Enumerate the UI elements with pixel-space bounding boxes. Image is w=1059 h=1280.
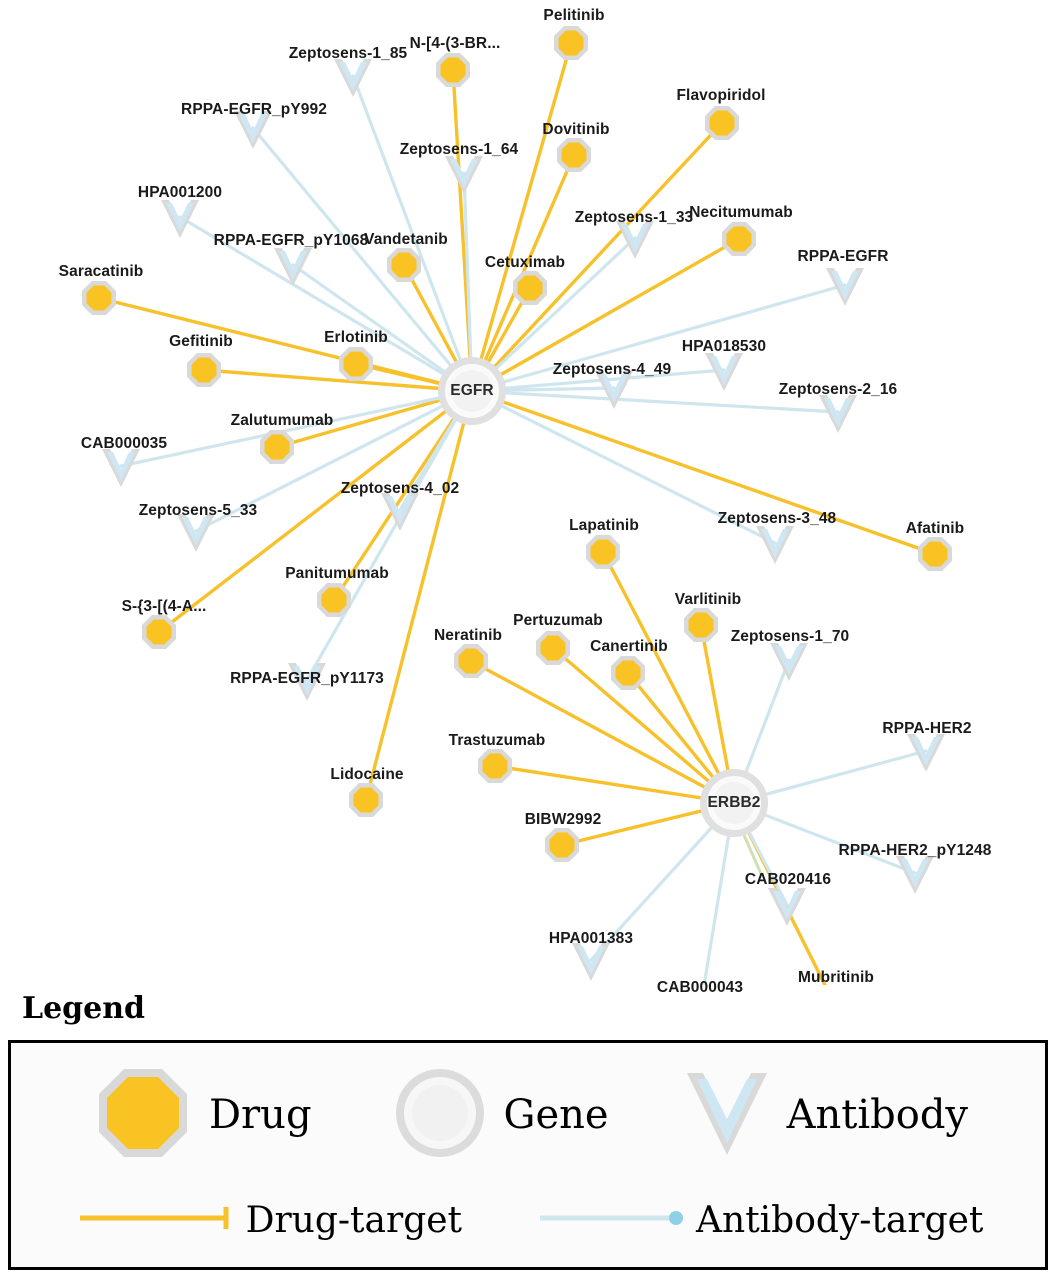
drug-node[interactable] (586, 535, 620, 569)
drug-node-core (616, 661, 641, 686)
drug-node-label: Zalutumumab (230, 412, 334, 429)
antibody-node-halo (819, 395, 857, 433)
drug-node-core (559, 31, 584, 56)
drug-node-label: Canertinib (590, 638, 668, 655)
antibody-node-label: RPPA-EGFR_pY1068 (213, 232, 369, 249)
drug-node[interactable] (387, 248, 421, 282)
drug-node-core (591, 540, 616, 565)
antibody-node-label: Zeptosens-2_16 (778, 381, 898, 398)
legend-label-antibody: Antibody (786, 1092, 969, 1138)
drug-node-label: Varlitinib (674, 591, 742, 608)
antibody-node-label: CAB000035 (80, 435, 168, 452)
drug-node[interactable] (705, 106, 739, 140)
drug-node[interactable] (260, 430, 294, 464)
antibody-node-halo (161, 200, 199, 238)
drug-node-core (87, 286, 112, 311)
legend-label-antibody-target: Antibody-target (696, 1199, 984, 1241)
drug-node[interactable] (554, 26, 588, 60)
drug-node[interactable] (611, 656, 645, 690)
antibody-node-label: HPA018530 (681, 338, 767, 355)
drug-node[interactable] (339, 347, 373, 381)
drug-node-label: Dovitinib (542, 121, 610, 138)
drug-node-label: Neratinib (433, 627, 503, 644)
drug-node-core (147, 620, 172, 645)
drug-node-label: Pelitinib (543, 7, 605, 24)
legend-item-gene (390, 1063, 609, 1168)
antibody-node[interactable] (826, 268, 864, 306)
antibody-node-label: RPPA-EGFR_pY992 (181, 101, 327, 118)
legend-label-drug: Drug (208, 1092, 312, 1138)
legend-item-antibody (681, 1063, 968, 1168)
antibody-node-label: Zeptosens-1_33 (574, 209, 694, 226)
legend-label-gene: Gene (503, 1092, 609, 1138)
drug-node[interactable] (918, 537, 952, 571)
drug-node[interactable] (545, 828, 579, 862)
drug-node-core (354, 788, 379, 813)
drug-node-core (562, 143, 587, 168)
antibody-node[interactable] (161, 200, 199, 238)
drug-node[interactable] (82, 281, 116, 315)
drug-node[interactable] (187, 353, 221, 387)
antibody-node-halo (896, 856, 934, 894)
gene-node-label: ERBB2 (707, 794, 761, 811)
antibody-node-halo (102, 449, 140, 487)
drug-node[interactable] (684, 608, 718, 642)
antibody-node-label: RPPA-EGFR (797, 248, 889, 265)
drug-node[interactable] (142, 615, 176, 649)
drug-node-label: Gefitinib (169, 333, 233, 350)
drug-node-label: BIBW2992 (524, 811, 602, 828)
drug-node-label: Necitumumab (689, 204, 793, 221)
antibody-node[interactable] (274, 248, 312, 286)
drug-node-core (550, 833, 575, 858)
drug-node-label: Afatinib (905, 520, 965, 537)
drug-node-label: Saracatinib (58, 263, 144, 280)
drug-node-label: Panitumumab (285, 565, 389, 582)
antibody-node[interactable] (572, 943, 610, 981)
drug-node-core (192, 358, 217, 383)
antibody-node[interactable] (756, 526, 794, 564)
antibody-target-edge-icon (536, 1203, 686, 1238)
antibody-node-halo (826, 268, 864, 306)
drug-node[interactable] (722, 222, 756, 256)
drug-node-label: Mubritinib (798, 969, 874, 986)
antibody-node-label: Zeptosens-3_48 (717, 510, 837, 527)
drug-node-core (322, 588, 347, 613)
drug-node-label: Flavopiridol (676, 87, 766, 104)
drug-node-core (727, 227, 752, 252)
antibody-node-label: CAB000043 (656, 979, 744, 996)
antibody-node-label: HPA001383 (548, 930, 634, 947)
drug-node-core (392, 253, 417, 278)
drug-node-label: Trastuzumab (448, 732, 546, 749)
drug-node[interactable] (478, 749, 512, 783)
drug-node-label: Lapatinib (569, 517, 639, 534)
drug-node-label: Erlotinib (324, 329, 388, 346)
legend-item-drug-target (76, 1200, 462, 1241)
drug-node[interactable] (317, 583, 351, 617)
drug-node-core (541, 636, 566, 661)
gene-circle-icon (390, 1063, 490, 1168)
drug-node-core (710, 111, 735, 136)
antibody-vee-icon (681, 1063, 773, 1168)
legend-item-drug (91, 1061, 312, 1170)
drug-target-edge-icon (76, 1203, 236, 1238)
drug-node[interactable] (454, 644, 488, 678)
drug-node-core (441, 58, 466, 83)
drug-node-core (689, 613, 714, 638)
antibody-node-halo (572, 943, 610, 981)
drug-node-label: Lidocaine (330, 766, 404, 783)
antibody-node-label: HPA001200 (137, 184, 223, 201)
gene-node-label: EGFR (450, 382, 494, 399)
drug-node[interactable] (349, 783, 383, 817)
legend-shape-row (0, 1060, 1059, 1170)
antibody-node[interactable] (896, 856, 934, 894)
antibody-node-halo (274, 248, 312, 286)
drug-node[interactable] (436, 53, 470, 87)
antibody-node-label: Zeptosens-1_64 (399, 141, 519, 158)
antibody-node-label: Zeptosens-4_49 (552, 361, 672, 378)
drug-node-label: Pertuzumab (513, 612, 603, 629)
drug-octagon-icon (91, 1061, 195, 1170)
drug-node-core (923, 542, 948, 567)
drug-node[interactable] (557, 138, 591, 172)
legend-title: Legend (22, 991, 146, 1026)
drug-target-edge (472, 391, 935, 554)
legend-edge-row (0, 1185, 1059, 1255)
antibody-node-label: RPPA-HER2 (882, 720, 972, 737)
legend-label-drug-target: Drug-target (245, 1199, 463, 1241)
legend-item-antibody-target (536, 1200, 983, 1241)
antibody-node-label: Zeptosens-4_02 (340, 480, 460, 497)
drug-node-core (459, 649, 484, 674)
drug-node-core (518, 276, 543, 301)
drug-node-core (483, 754, 508, 779)
drug-node-label: Cetuximab (484, 254, 566, 271)
drug-node-label: Vandetanib (364, 231, 448, 248)
antibody-node-label: Zeptosens-1_70 (730, 628, 850, 645)
drug-node-label: S-{3-[(4-A... (121, 598, 207, 615)
drug-node[interactable] (536, 631, 570, 665)
antibody-node[interactable] (102, 449, 140, 487)
antibody-node-label: CAB020416 (744, 871, 832, 888)
antibody-node-label: RPPA-EGFR_pY1173 (230, 670, 384, 687)
antibody-node[interactable] (819, 395, 857, 433)
antibody-node-halo (756, 526, 794, 564)
drug-node-label: N-[4-(3-BR... (409, 35, 501, 52)
antibody-node-label: Zeptosens-5_33 (138, 502, 258, 519)
antibody-node-label: RPPA-HER2_pY1248 (838, 842, 992, 859)
drug-node-core (344, 352, 369, 377)
antibody-node-label: Zeptosens-1_85 (288, 45, 408, 62)
drug-node[interactable] (513, 271, 547, 305)
drug-node-core (265, 435, 290, 460)
